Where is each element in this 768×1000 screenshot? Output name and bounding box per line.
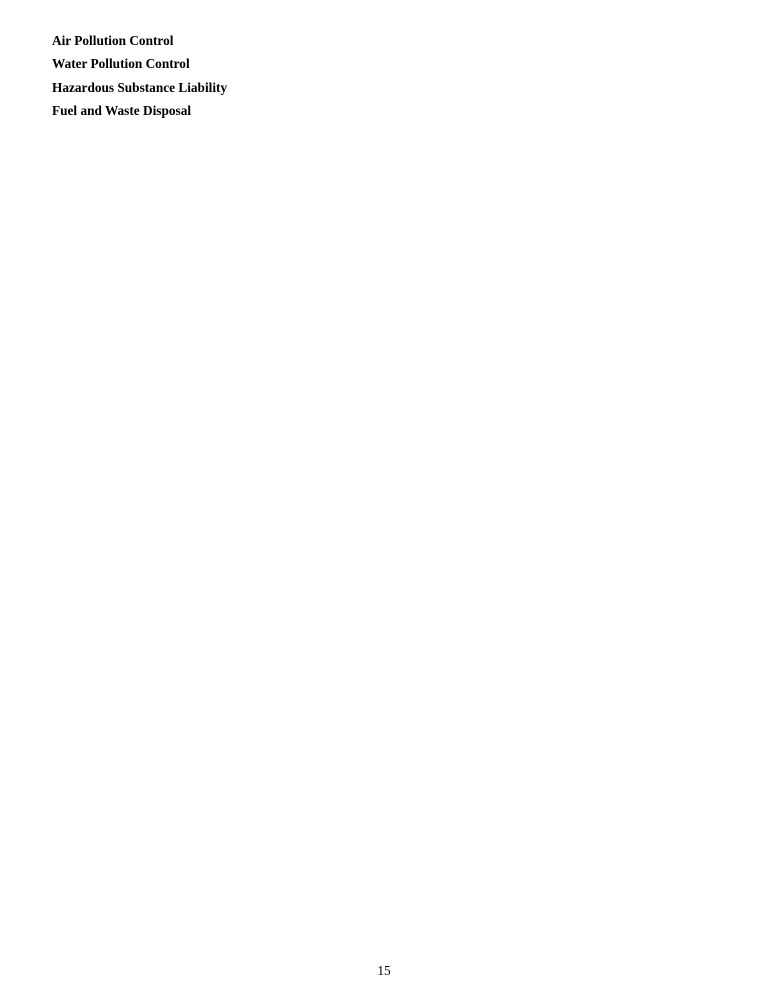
page-number: 15 (377, 962, 391, 978)
section-heading: Air Pollution Control (52, 33, 174, 48)
section-heading: Hazardous Substance Liability (52, 79, 228, 95)
section-heading: Fuel and Waste Disposal (52, 102, 192, 118)
section-heading: Water Pollution Control (52, 56, 190, 72)
document-content (52, 26, 716, 126)
